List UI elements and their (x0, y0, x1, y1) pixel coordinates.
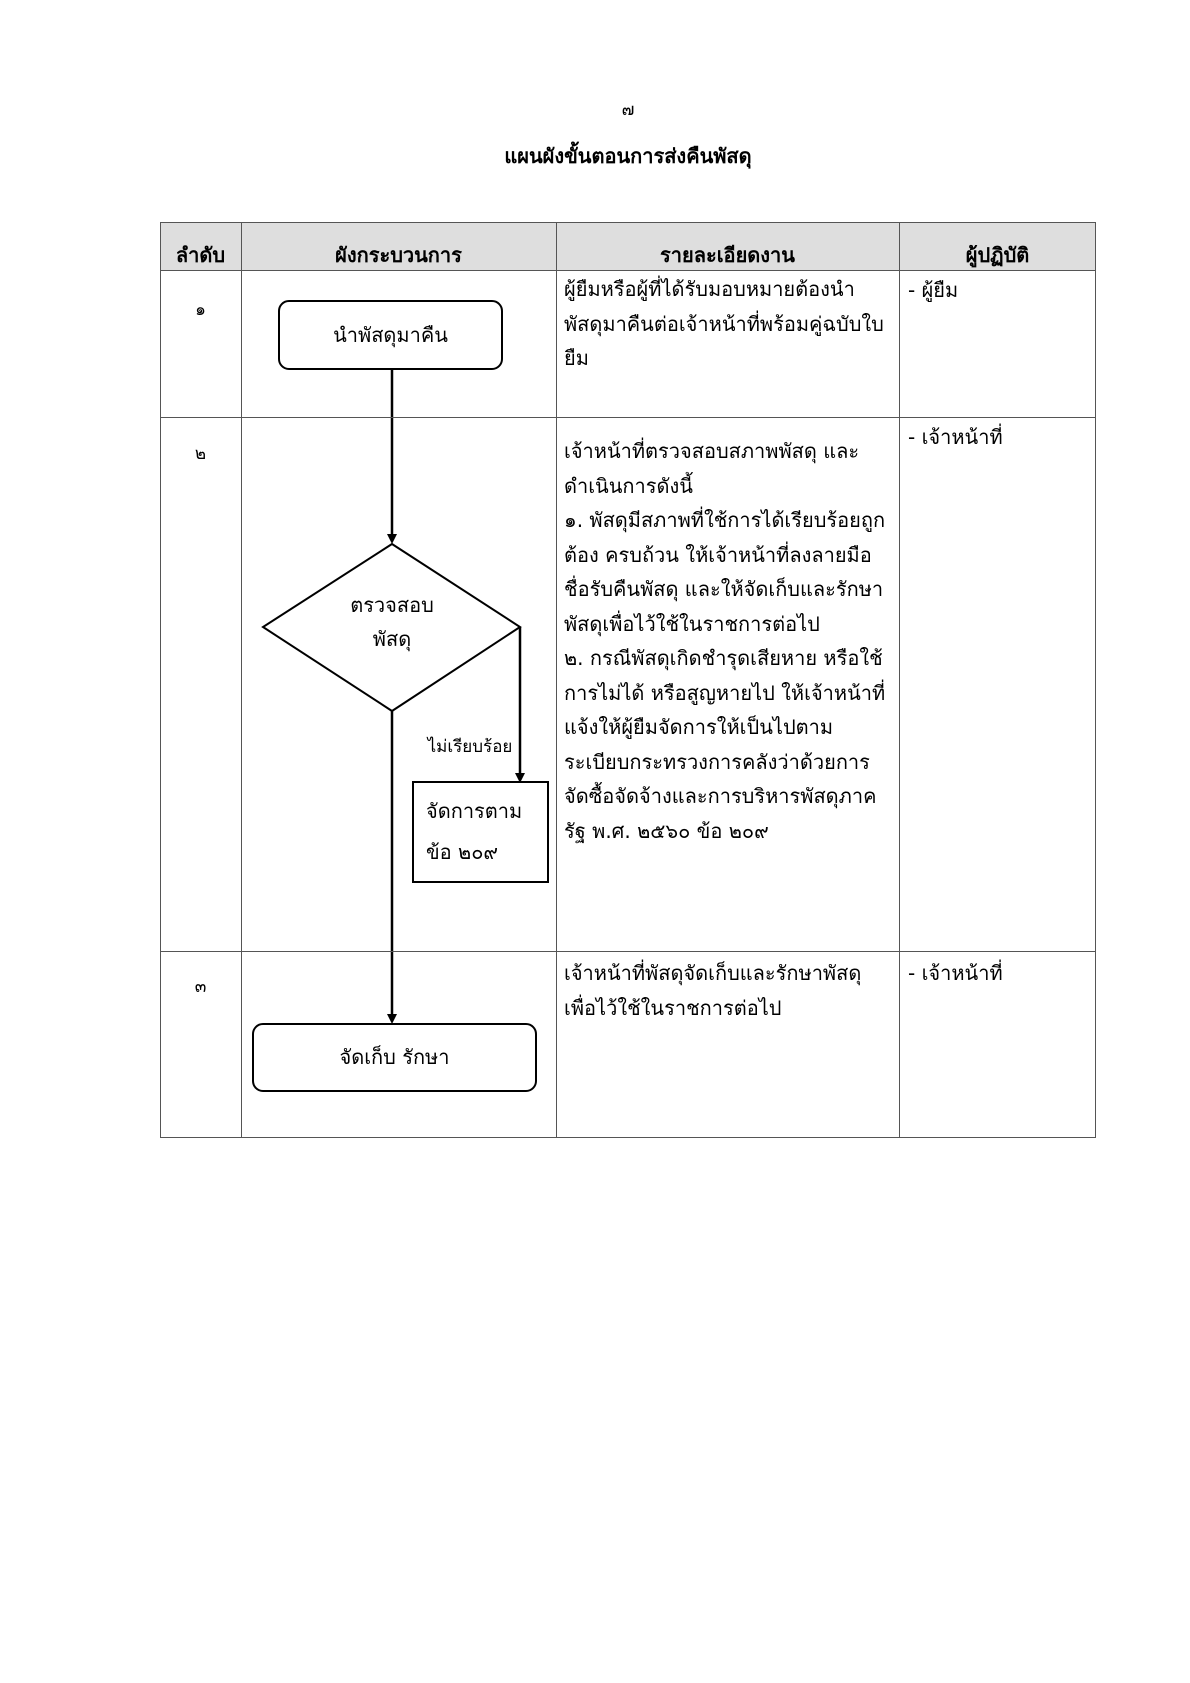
page-number: ๗ (621, 100, 635, 120)
page-title: แผนผังขั้นตอนการส่งคืนพัสดุ (504, 144, 752, 168)
row-1-responsible: - ผู้ยืม (908, 278, 959, 302)
grid-line (160, 951, 1096, 952)
header-process: ผังกระบวนการ (241, 222, 556, 270)
header-detail: รายละเอียดงาน (556, 222, 899, 270)
grid-line (160, 270, 1096, 271)
flowchart (160, 222, 1096, 1142)
grid-line (160, 1137, 1096, 1138)
row-3-number: ๓ (194, 977, 207, 997)
end-label: จัดเก็บ รักษา (339, 1045, 450, 1069)
row-3-responsible: - เจ้าหน้าที่ (908, 961, 1003, 985)
header-responsible: ผู้ปฏิบัติ (899, 222, 1096, 270)
grid-line (160, 222, 161, 1138)
row-2-detail-item-2: ๒. กรณีพัสดุเกิดชำรุดเสียหาย หรือใช้การไม่ได้ หรือสูญหายไป ให้เจ้าหน้าที่แจ้งให้ผู้ยืมจัดการให้เป็นไปตามระเบียบกระทรวงการคลังว่าด้วยการจัดซื้อจัดจ้างและการบริหารพัสดุภาครัฐ พ.ศ. ๒๕๖๐ ข้อ ๒๐๙ (564, 646, 886, 843)
process-table (160, 222, 1096, 1142)
decision-label-line-2: พัสดุ (372, 627, 412, 651)
grid-line (556, 222, 557, 1138)
branch-label: ไม่เรียบร้อย (427, 737, 513, 757)
decision-label-line-1: ตรวจสอบ (350, 593, 434, 617)
row-1-number: ๑ (195, 300, 206, 320)
side-label-line-1: จัดการตาม (426, 799, 523, 823)
grid-line (899, 222, 900, 1138)
start-label: นำพัสดุมาคืน (333, 323, 448, 347)
grid-line (1095, 222, 1096, 1138)
row-2-responsible: - เจ้าหน้าที่ (908, 425, 1003, 449)
grid-line (241, 222, 242, 1138)
row-3-detail: เจ้าหน้าที่พัสดุจัดเก็บและรักษาพัสดุเพื่อไว้ใช้ในราชการต่อไป (564, 961, 862, 1020)
grid-line (160, 417, 1096, 418)
row-1-detail: ผู้ยืมหรือผู้ที่ได้รับมอบหมายต้องนำพัสดุมาคืนต่อเจ้าหน้าที่พร้อมคู่ฉบับใบยืม (564, 277, 884, 370)
header-no: ลำดับ (160, 222, 241, 270)
row-2-detail-intro: เจ้าหน้าที่ตรวจสอบสภาพพัสดุ และดำเนินการดังนี้ (564, 439, 860, 498)
row-2-number: ๒ (194, 444, 207, 464)
side-label-line-2: ข้อ ๒๐๙ (426, 840, 499, 864)
row-2-detail-item-1: ๑. พัสดุมีสภาพที่ใช้การได้เรียบร้อยถูกต้อง ครบถ้วน ให้เจ้าหน้าที่ลงลายมือชื่อรับคืนพัสดุ และให้จัดเก็บและรักษาพัสดุเพื่อไว้ใช้ในราชการต่อไป (564, 508, 886, 636)
grid-line (160, 222, 1096, 223)
